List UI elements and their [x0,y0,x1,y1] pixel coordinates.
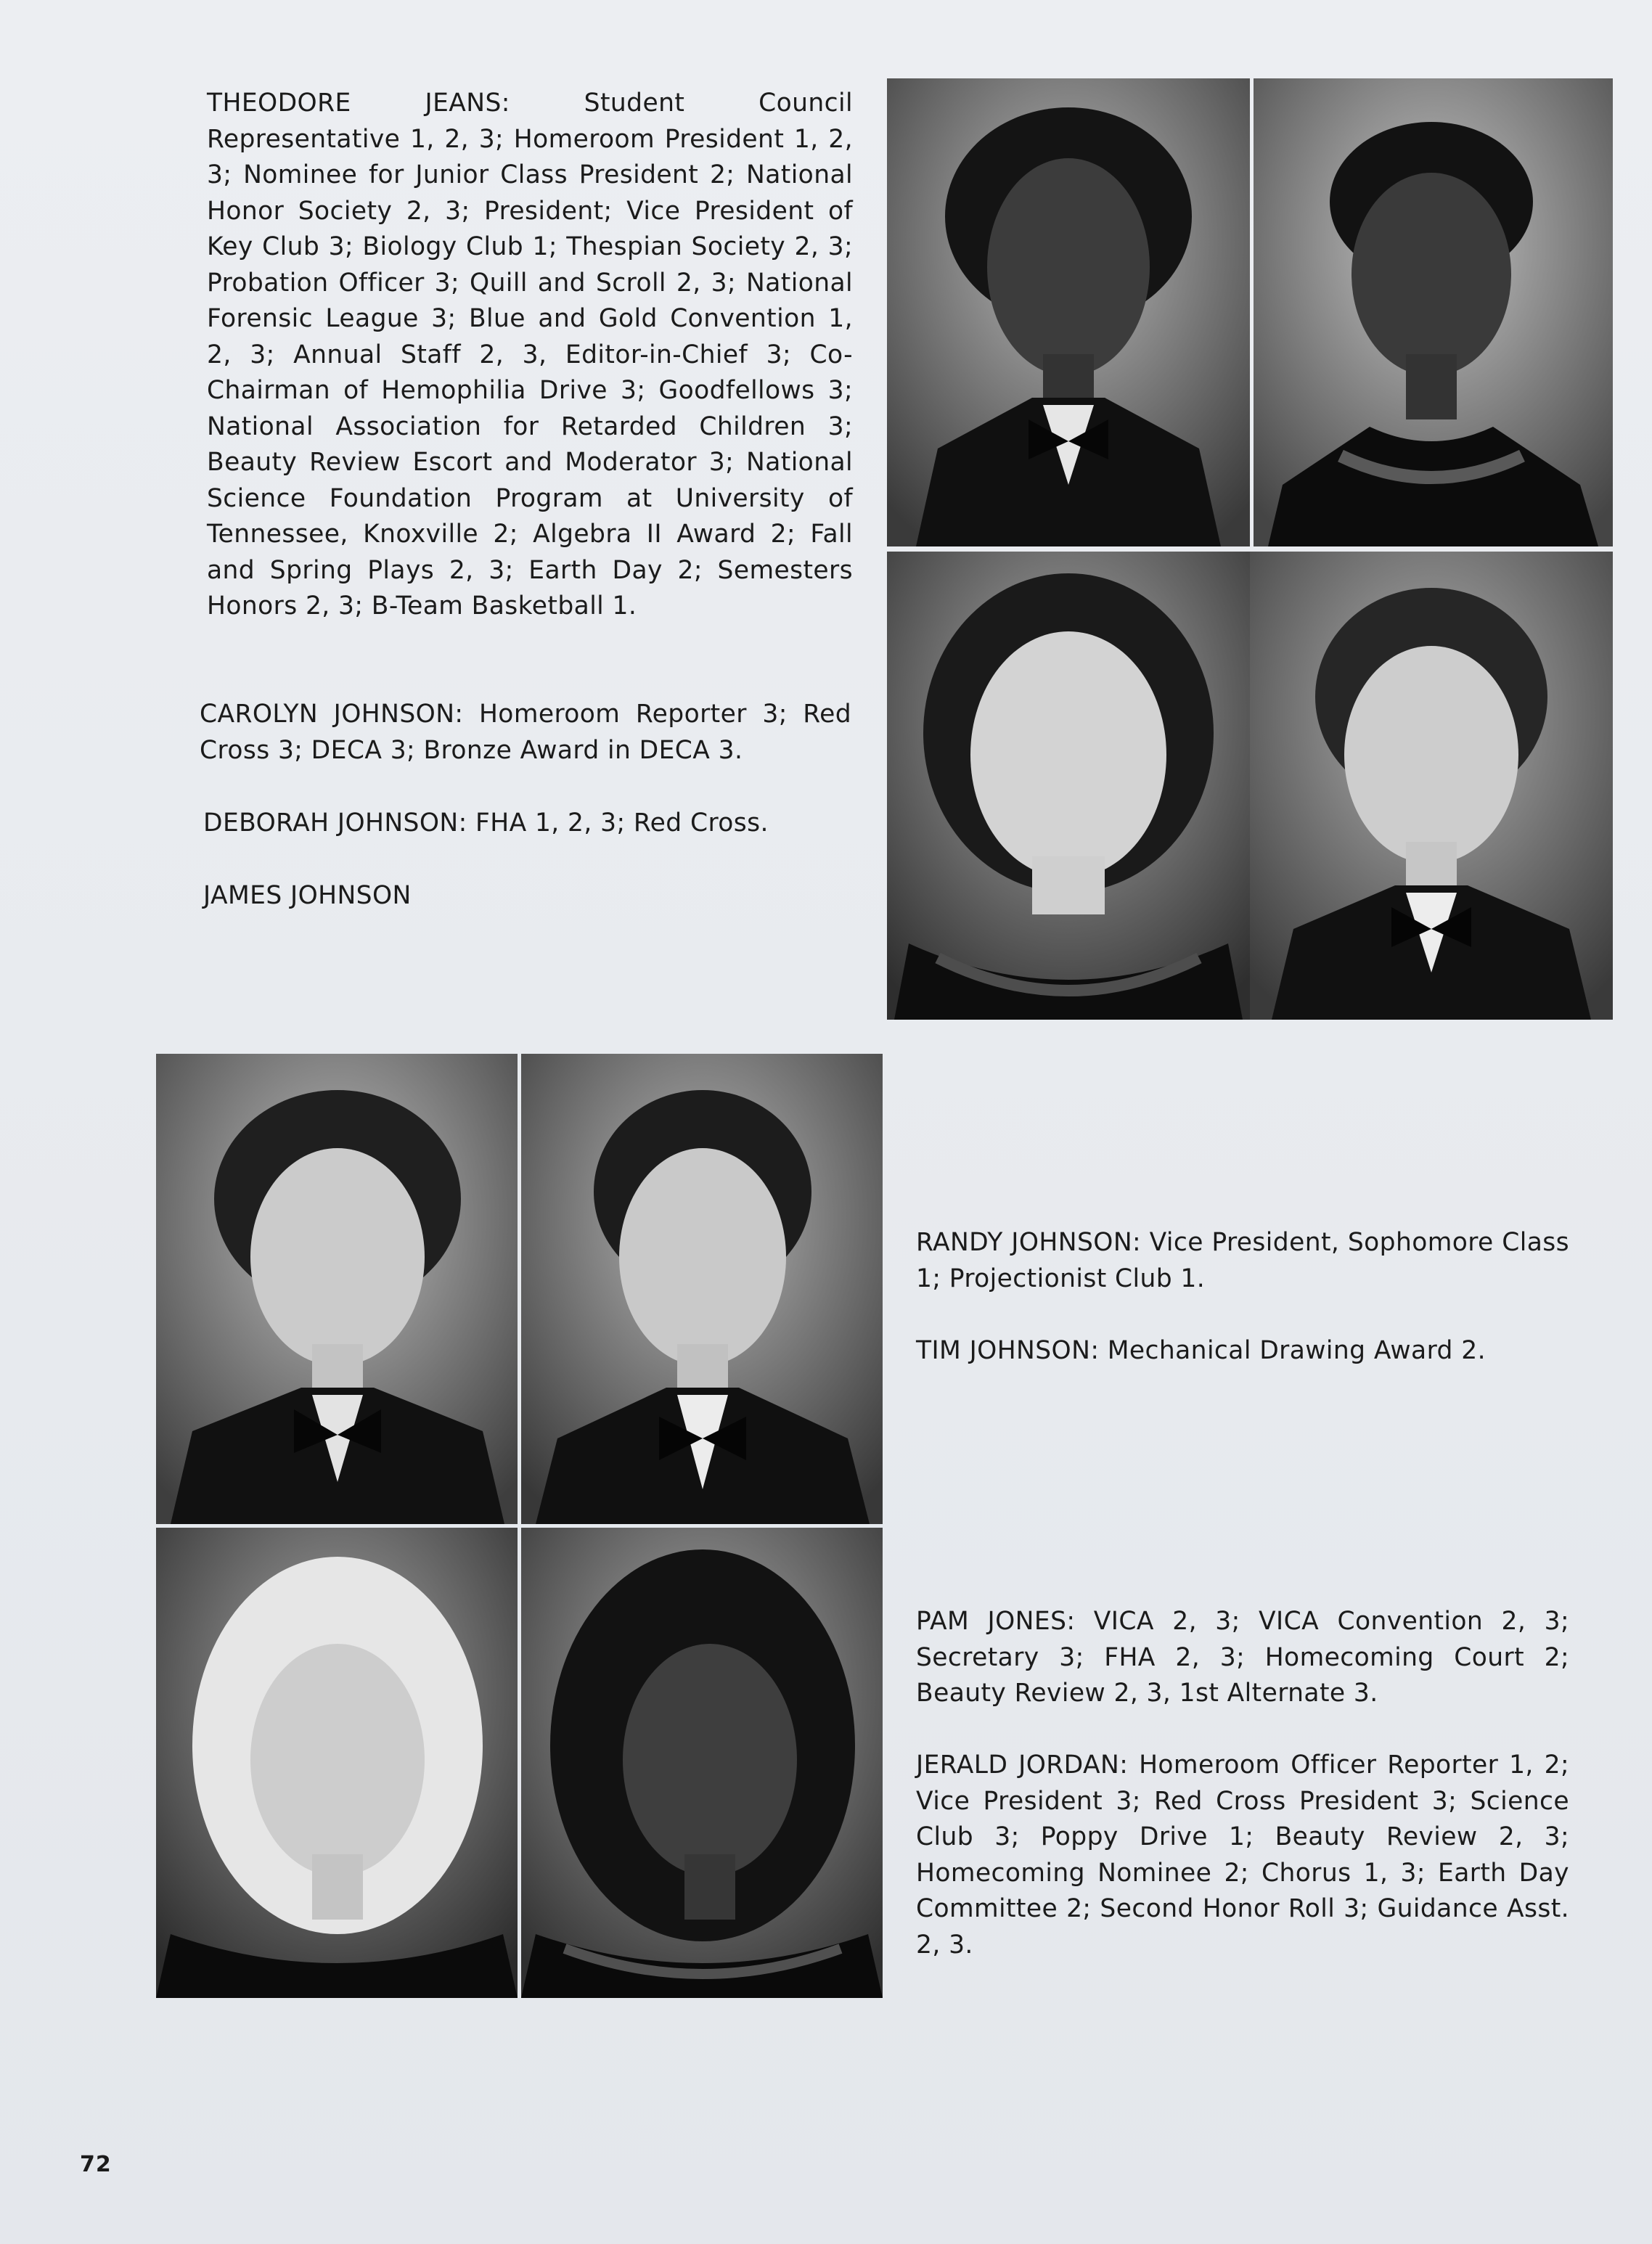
page-number: 72 [80,2152,112,2177]
bio-deborah-johnson: DEBORAH JOHNSON: FHA 1, 2, 3; Red Cross. [203,808,769,838]
portrait-pam-jones [156,1528,518,1998]
portrait-carolyn-johnson [1254,78,1613,546]
portrait-tim-johnson [521,1054,883,1524]
bio-james-johnson: JAMES JOHNSON [203,881,412,910]
portrait-randy-johnson [156,1054,518,1524]
bio-tim-johnson: TIM JOHNSON: Mechanical Drawing Award 2. [916,1336,1486,1365]
portrait-james-johnson [1250,552,1613,1020]
portrait-deborah-johnson [887,552,1250,1020]
portrait-theodore-jeans [887,78,1250,546]
bio-carolyn-johnson: CAROLYN JOHNSON: Homeroom Reporter 3; Red Cross 3; DECA 3; Bronze Award in DECA 3. [200,700,851,765]
portrait-jerald-jordan [521,1528,883,1998]
bio-pam-jones: PAM JONES: VICA 2, 3; VICA Convention 2, 3; Secretary 3; FHA 2, 3; Homecoming Court 2; Beauty Review 2, 3, 1st Alternate 3. [916,1607,1569,1708]
bio-randy-johnson: RANDY JOHNSON: Vice President, Sophomore Class 1; Projectionist Club 1. [916,1228,1569,1293]
bio-jerald-jordan: JERALD JORDAN: Homeroom Officer Reporter 1, 2; Vice President 3; Red Cross President 3; Science Club 3; Poppy Drive 1; Beauty Review 2, 3; Homecoming Nominee 2; Chorus 1, 3; Earth Day Committee 2; Second Honor Roll 3; Guidance Asst. 2, 3. [916,1750,1569,1960]
bio-theodore-jeans: THEODORE JEANS: Student Council Representative 1, 2, 3; Homeroom President 1, 2, 3; Nominee for Junior Class President 2; National Honor Society 2, 3; President; Vice President of Key Club 3; Biology Club 1; Thespian Society 2, 3; Probation Officer 3; Quill and Scroll 2, 3; National Forensic League 3; Blue and Gold Convention 1, 2, 3; Annual Staff 2, 3, Editor-in-Chief 3; Co-Chairman of Hemophilia Drive 3; Goodfellows 3; National Association for Retarded Children 3; Beauty Review Escort and Moderator 3; National Science Foundation Program at University of Tennessee, Knoxville 2; Algebra II Award 2; Fall and Spring Plays 2, 3; Earth Day 2; Semesters Honors 2, 3; B-Team Basketball 1. [207,89,853,621]
